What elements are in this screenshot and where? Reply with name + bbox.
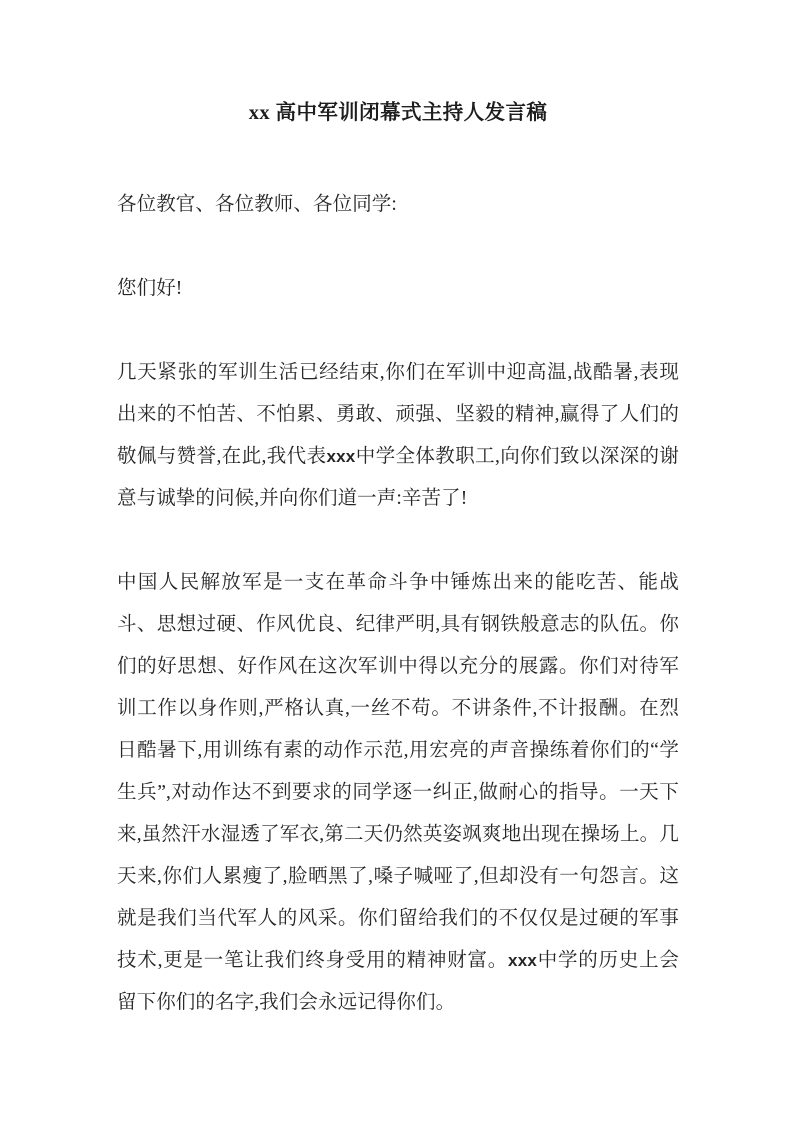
paragraph-pla-praise <box>117 562 679 1024</box>
paragraph-thanks <box>117 352 679 520</box>
spacer-between-paragraphs <box>117 520 679 562</box>
paragraph-thanks-text-before-token: 几天紧张的军训生活已经结束,你们在军训中迎高温,战酷暑,表现出来的不怕苦、不怕累、勇敢、顽强、坚毅的精神,赢得了人们的敬佩与赞誉,在此,我代表 <box>117 362 679 467</box>
school-name-placeholder-2: xxx <box>508 951 538 970</box>
spacer-after-title <box>117 128 679 184</box>
spacer-after-salutation <box>117 226 679 268</box>
salutation-line: 各位教官、各位教师、各位同学: <box>117 194 397 215</box>
school-name-placeholder: xxx <box>326 447 356 466</box>
document-body <box>117 0 679 1024</box>
page-title: xx 高中军训闭幕式主持人发言稿 <box>248 102 548 124</box>
greeting-line: 您们好! <box>117 278 183 299</box>
spacer-after-greeting <box>117 310 679 352</box>
paragraph-pla-praise-text-before-token: 中国人民解放军是一支在革命斗争中锤炼出来的能吃苦、能战斗、思想过硬、作风优良、纪律严明,具有钢铁般意志的队伍。你们的好思想、好作风在这次军训中得以充分的展露。你们对待军训工作以身作则,严格认真,一丝不苟。不讲条件,不计报酬。在烈日酷暑下,用训练有素的动作示范,用宏亮的声音操练着你们的“学生兵”,对动作达不到要求的同学逐一纠正,做耐心的指导。一天下来,虽然汗水湿透了军衣,第二天仍然英姿飒爽地出现在操场上。几天来,你们人累瘦了,脸晒黑了,嗓子喊哑了,但却没有一句怨言。这就是我们当代军人的风采。你们留给我们的不仅仅是过硬的军事技术,更是一笔让我们终身受用的精神财富。 <box>117 572 679 971</box>
paragraph-thanks-text-after-token: 中学全体教职工,向你们致以深深的谢意与诚挚的问候,并向你们道一声:辛苦了! <box>117 446 679 509</box>
paragraph-pla-praise-text-after-token: 中学的历史上会留下你们的名字,我们会永远记得你们。 <box>117 950 679 1013</box>
